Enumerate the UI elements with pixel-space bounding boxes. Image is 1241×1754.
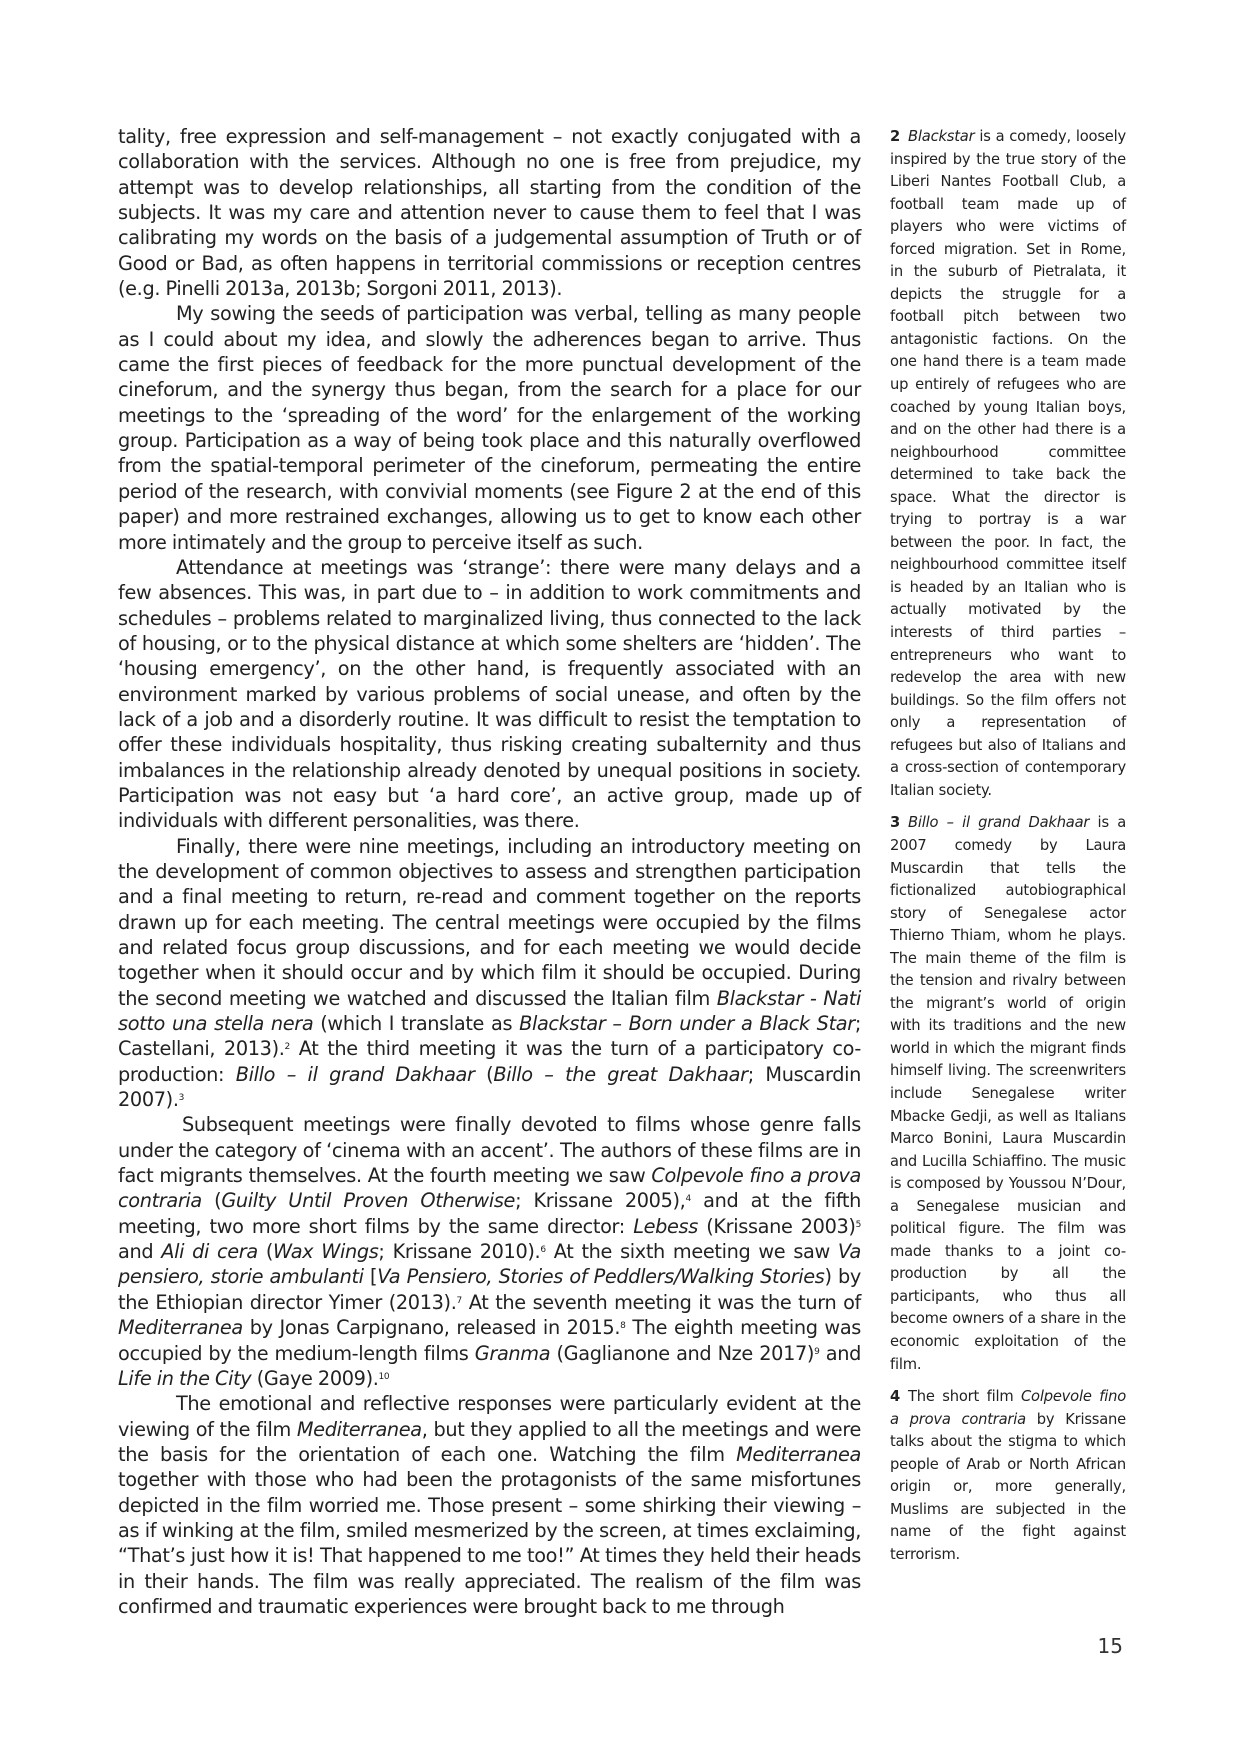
footnote-ref: 4 (685, 1194, 691, 1205)
film-title: Blackstar (908, 128, 975, 145)
film-title: Lebess (633, 1214, 698, 1238)
text-span: Finally, there were nine meetings, including an introductory meeting on the development of common objectives to assess and strengthen participation and a final meeting to return, re-read and comment together on the reports drawn up for each meeting. The central meetings were occupied by the films and related focus group discussions, and for each meeting we would decide together when it should occur and by which film it should be occupied. During the second meeting we watched and discussed the Italian film (118, 834, 861, 1010)
film-title: Billo – the great Dakhaar (493, 1062, 748, 1086)
footnote-ref: 8 (620, 1321, 626, 1332)
text-span: is a comedy, loosely inspired by the true story of the Liberi Nantes Football Club, a football team made up of players who were victims of forced migration. Set in Rome, in the suburb of Pietralata, it depicts the struggle for a football pitch between two antagonistic factions. On the one hand there is a team made up entirely of refugees who are coached by young Italian boys, and on the other had there is a neighbourhood committee determined to take back the space. What the director is trying to portray is a war between the poor. In fact, the neighbourhood committee itself is headed by an Italian who is actually motivated by the interests of third parties – entrepreneurs who want to redevelop the area with new buildings. So the film offers not only a representation of refugees but also of Italians and a cross-section of contemporary Italian society. (890, 128, 1126, 799)
film-title: Colpevole fino a prova contraria (118, 1164, 861, 1213)
text-span: (Gaye 2009). (251, 1366, 379, 1390)
footnote-ref: 10 (378, 1371, 390, 1382)
film-title: Colpevole fino a prova contraria (890, 1388, 1126, 1428)
text-span: ; Castellani, 2013). (118, 1012, 861, 1061)
text-span: The emotional and reflective responses were particularly evident at the viewing of the film (118, 1392, 861, 1441)
text-span: ( (201, 1189, 222, 1213)
text-span: (Gaglianone and Nze 2017) (550, 1341, 815, 1365)
text-span: (Krissane 2003) (697, 1214, 856, 1238)
text-span: ; Muscardin 2007). (118, 1062, 861, 1112)
film-title: Mediterranea (296, 1417, 422, 1441)
paragraph-3: Attendance at meetings was ‘strange’: there were many delays and a few absences. This was, in part due to – in addition to work commitments and schedules – problems related to marginalized living, thus connected to the lack of housing, or to the physical distance at which some shelters are ‘hidden’. The ‘housing emergency’, on the other hand, is frequently associated with an environment marked by various problems of social unease, and often by the lack of a job and a disorderly routine. It was difficult to resist the temptation to offer these individuals hospitality, thus risking creating subalternity and thus imbalances in the relationship already denoted by unequal positions in society. Participation was not easy but ‘a hard core’, an active group, made up of individuals with different personalities, was there. (118, 555, 861, 833)
text-span: , but they applied to all the meetings and were the basis for the orientation of each one. Watching the film (118, 1417, 861, 1466)
text-span: ; Krissane 2010). (378, 1240, 541, 1264)
film-title: Va Pensiero, Stories of Peddlers/Walking Stories (377, 1265, 825, 1289)
text-span: At the seventh meeting it was the turn of (461, 1290, 861, 1314)
footnote-2 (890, 126, 1126, 802)
footnote-ref: 7 (456, 1295, 462, 1306)
film-title: Va pensiero, storie ambulanti (118, 1240, 861, 1289)
main-text-column (118, 124, 861, 1619)
text-span: At the third meeting it was the turn of a participatory co-production: (118, 1037, 861, 1086)
paragraph-6 (118, 1391, 861, 1619)
text-span: ; Krissane 2005), (515, 1189, 686, 1213)
footnote-number: 4 (890, 1388, 901, 1406)
text-span: (which I translate as (313, 1012, 520, 1036)
paragraph-5 (118, 1112, 861, 1391)
footnote-ref: 3 (178, 1093, 185, 1104)
film-title: Blackstar - Nati sotto una stella nera (118, 986, 861, 1036)
text-span: and at the fifth meeting, two more short films by the same director: (118, 1189, 861, 1238)
film-title: Ali di cera (161, 1240, 258, 1264)
text-span: by Krissane talks about the stigma to which people of Arab or North African origin or, more generally, Muslims are subjected in the name of the fight against terrorism. (890, 1410, 1126, 1563)
page-number: 15 (1097, 1634, 1123, 1658)
film-title: Wax Wings (273, 1240, 379, 1264)
footnote-ref: 5 (855, 1219, 861, 1230)
text-span: ) by the Ethiopian director Yimer (2013). (118, 1265, 861, 1314)
text-span: ( (257, 1240, 274, 1264)
text-span: ( (474, 1062, 494, 1086)
footnote-3 (890, 812, 1126, 1376)
paragraph-1: tality, free expression and self-management – not exactly conjugated with a collaboration with the services. Although no one is free from prejudice, my attempt was to develop relationships, all starting from the condition of the subjects. It was my care and attention never to cause them to feel that I was calibrating my words on the basis of a judgemental assumption of Truth or of Good or Bad, as often happens in territorial commissions or reception centres (e.g. Pinelli 2013a, 2013b; Sorgoni 2011, 2013). (118, 125, 861, 301)
footnote-number: 2 (890, 128, 901, 145)
footnote-number: 3 (890, 814, 901, 832)
film-title: Blackstar – Born under a Black Star (519, 1012, 855, 1036)
text-span: is a 2007 comedy by Laura Muscardin that tells the fictionalized autobiographical story of Senegalese actor Thierno Thiam, whom he plays. The main theme of the film is the tension and rivalry between the migrant’s world of origin with its traditions and the new world in which the migrant finds himself living. The screenwriters include Senegalese writer Mbacke Gedji, as well as Italians Marco Bonini, Laura Muscardin and Lucilla Schiaffino. The music is composed by Youssou N’Dour, a Senegalese musician and political figure. The film was made thanks to a joint co-production by all the participants, who thus all become owners of a share in the economic exploitation of the film. (890, 814, 1127, 1373)
text-span: and (819, 1341, 861, 1365)
film-title: Mediterranea (118, 1316, 243, 1340)
text-span: and (118, 1240, 162, 1264)
film-title: Guilty Until Proven Otherwise (221, 1189, 516, 1213)
film-title: Mediterranea (736, 1442, 861, 1466)
text-span: [ (363, 1265, 378, 1289)
film-title: Billo – il grand Dakhaar (235, 1062, 475, 1086)
text-span: The eighth meeting was occupied by the medium-length films (118, 1316, 861, 1365)
film-title: Life in the City (118, 1366, 252, 1390)
footnote-ref: 6 (540, 1245, 546, 1256)
text-span: Subsequent meetings were finally devoted to films whose genre falls under the category of ‘cinema with an accent’. The authors of these films are in fact migrants themselves. At the fourth meeting we saw (118, 1113, 861, 1188)
film-title: Granma (474, 1341, 551, 1365)
text-span: by Jonas Carpignano, released in 2015. (242, 1316, 621, 1340)
text-span: At the sixth meeting we saw (545, 1240, 838, 1264)
footnotes-column (890, 126, 1126, 1576)
text-span: The short film (908, 1388, 1021, 1406)
film-title: Billo – il grand Dakhaar (908, 814, 1090, 832)
footnote-4 (890, 1386, 1126, 1566)
paragraph-4 (118, 834, 861, 1113)
footnote-ref: 2 (284, 1042, 290, 1053)
paragraph-2: My sowing the seeds of participation was verbal, telling as many people as I could about my idea, and slowly the adherences began to arrive. Thus came the first pieces of feedback for the more punctual development of the cineforum, and the synergy thus began, from the search for a place for our meetings to the ‘spreading of the word’ for the enlargement of the working group. Participation as a way of being took place and this naturally overflowed from the spatial-temporal perimeter of the cineforum, permeating the entire period of the research, with convivial moments (see Figure 2 at the end of this paper) and more restrained exchanges, allowing us to get to know each other more intimately and the group to perceive itself as such. (118, 302, 861, 554)
footnote-ref: 9 (814, 1346, 820, 1357)
text-span: together with those who had been the protagonists of the same misfortunes depicted in the film worried me. Those present – some shirking their viewing – as if winking at the film, smiled mesmerized by the screen, at times exclaiming, “That’s just how it is! That happened to me too!” At times they held their heads in their hands. The film was really appreciated. The realism of the film was confirmed and traumatic experiences were brought back to me through (118, 1468, 861, 1618)
